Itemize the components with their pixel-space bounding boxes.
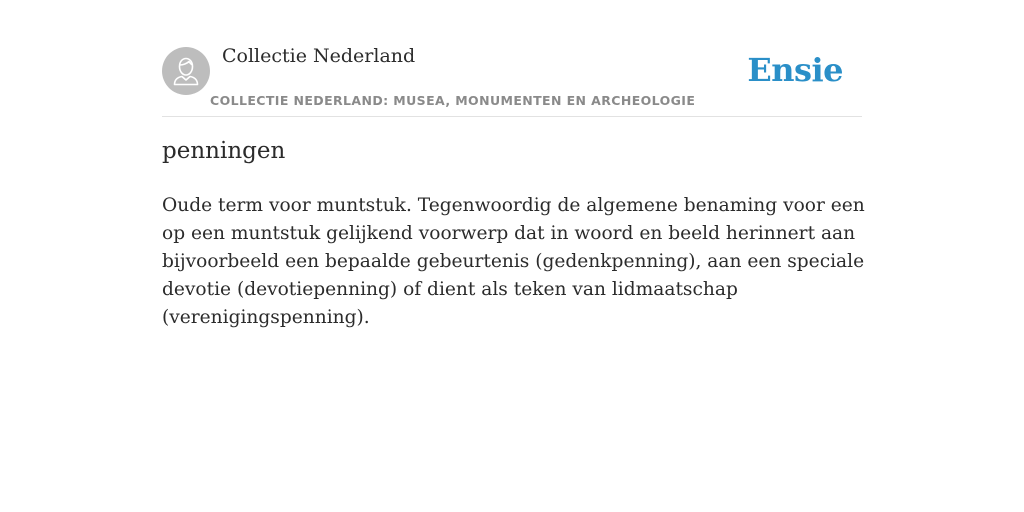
header xyxy=(162,40,862,117)
definition-text: Oude term voor muntstuk. Tegenwoordig de algemene benaming voor een op een muntstuk gelijkend voorwerp dat in woord en beeld herinnert aan bijvoorbeeld een bepaalde gebeurtenis (gedenkpenning), aan een speciale devotie (devotiepenning) of dient als teken van lidmaatschap (verenigingspenning). xyxy=(162,195,865,328)
author-avatar[interactable] xyxy=(162,47,210,95)
author-name[interactable]: Collectie Nederland xyxy=(222,45,416,67)
site-logo[interactable]: Ensie xyxy=(747,51,843,89)
term-title: penningen xyxy=(162,138,286,164)
category-label[interactable]: COLLECTIE NEDERLAND: MUSEA, MONUMENTEN EN ARCHEOLOGIE xyxy=(210,93,696,108)
user-silhouette-icon xyxy=(162,47,210,95)
